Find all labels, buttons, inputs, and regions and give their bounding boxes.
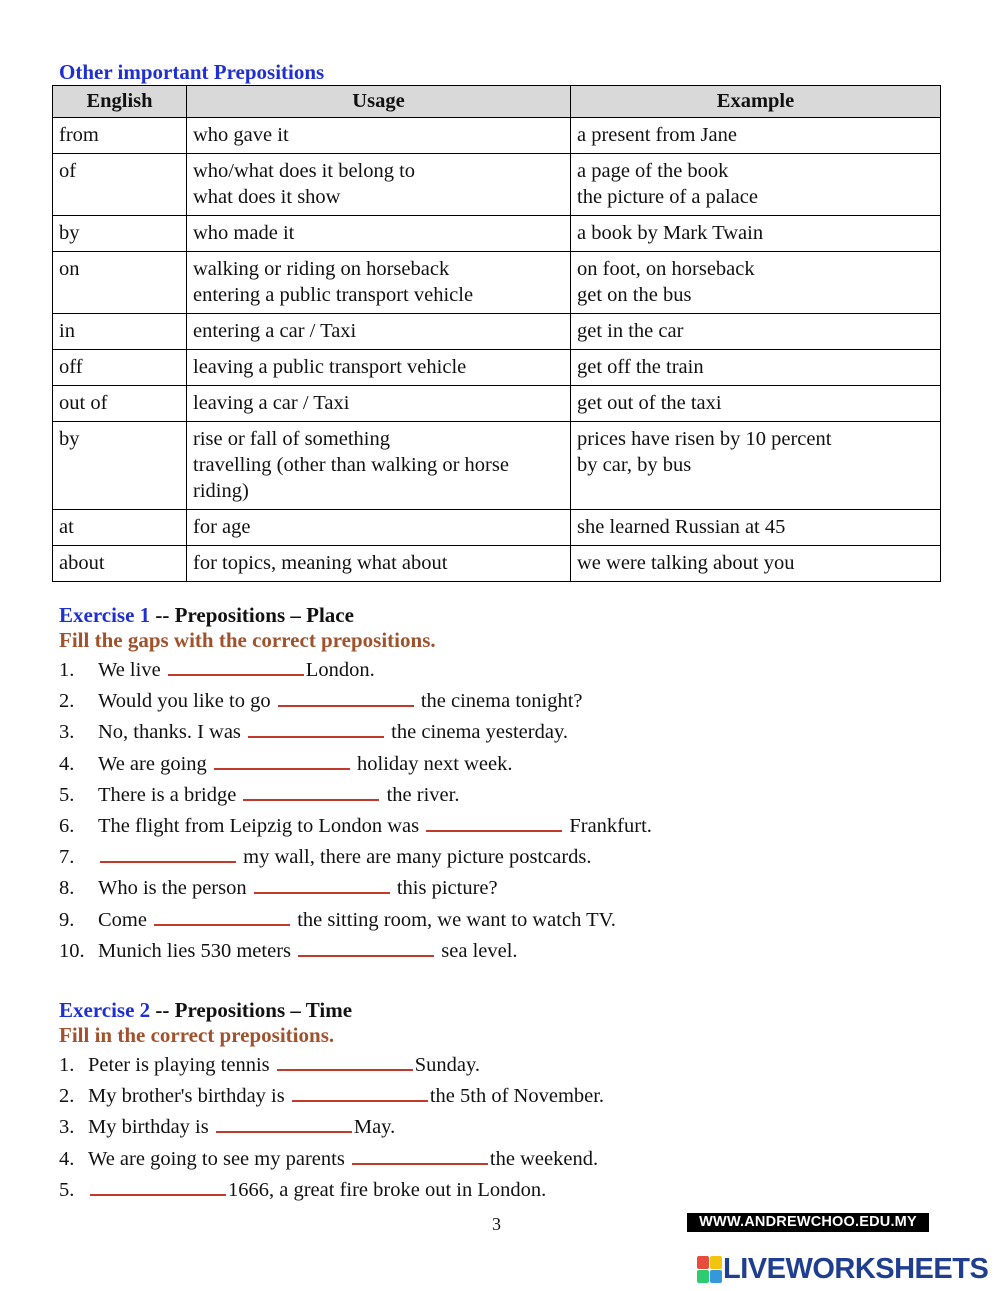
exercise-item [59,1050,604,1081]
table-row [53,154,941,216]
example-line: get in the car [577,320,684,342]
answer-gap-input[interactable] [168,656,304,676]
usage-line: what does it show [193,186,341,208]
cell-example [571,422,941,510]
cell-english: of [53,154,187,216]
item-text-before: No, thanks. I was [98,721,241,744]
item-number: 2. [59,1085,75,1108]
prepositions-table [52,85,941,582]
item-text-after: the cinema yesterday. [386,721,568,744]
cell-example [571,386,941,422]
usage-line: who gave it [193,124,289,146]
item-text-before: Would you like to go [98,690,271,713]
item-text-after: the river. [381,783,460,806]
exercise-1-heading [59,603,652,628]
cell-usage [187,154,571,216]
exercise-item [59,655,652,686]
table-row [53,314,941,350]
item-text-after: this picture? [391,877,498,900]
exercise-2-heading [59,998,604,1023]
item-text-before: Come [98,908,147,931]
item-text-after: the sitting room, we want to watch TV. [292,908,616,931]
table-row [53,118,941,154]
example-line: the picture of a palace [577,186,758,208]
item-number: 1. [59,659,75,681]
item-text-after: May. [353,1116,396,1139]
item-number: 8. [59,877,75,900]
answer-gap-input[interactable] [278,687,414,707]
exercise-item [59,717,652,748]
item-number: 3. [59,721,75,744]
usage-line: who/what does it belong to [193,160,416,182]
example-line: a page of the book [577,160,729,182]
section-title: Other important Prepositions [59,60,325,84]
item-number: 7. [59,846,75,869]
example-line: on foot, on horseback [577,258,755,280]
exercise-item [59,936,652,967]
exercise-1-list [59,655,652,967]
item-text-before: We are going [98,752,207,775]
logo-square [710,1270,722,1283]
liveworksheets-logo[interactable] [697,1253,988,1285]
answer-gap-input[interactable] [298,937,434,957]
exercise-1-instruction: Fill the gaps with the correct prepositions. [59,628,436,652]
table-row [53,386,941,422]
answer-gap-input[interactable] [352,1145,488,1165]
header-english: English [53,86,187,118]
example-line: get out of the taxi [577,392,722,414]
table-row [53,422,941,510]
cell-english: from [53,118,187,154]
logo-grid-icon [697,1256,721,1282]
cell-example [571,154,941,216]
example-line: we were talking about you [577,552,795,574]
cell-example [571,216,941,252]
item-text-after: Frankfurt. [564,814,652,837]
exercise-item [59,1081,604,1112]
item-text-before: My brother's birthday is [88,1085,285,1108]
page-number: 3 [492,1214,501,1234]
exercise-item [59,905,652,936]
item-number: 9. [59,908,75,931]
item-text-after: London. [305,659,375,681]
exercise-item [59,749,652,780]
example-line: get off the train [577,356,704,378]
cell-english: at [53,510,187,546]
cell-english: about [53,546,187,582]
usage-line: entering a car / Taxi [193,320,357,342]
usage-line: travelling (other than walking or horse riding) [193,454,509,502]
item-number: 2. [59,690,75,713]
usage-line: for age [193,516,251,538]
cell-english: by [53,422,187,510]
cell-usage [187,422,571,510]
logo-square [697,1256,709,1269]
exercise-2 [59,998,604,1206]
cell-example [571,510,941,546]
item-number: 3. [59,1116,75,1139]
header-usage: Usage [187,86,571,118]
usage-line: leaving a car / Taxi [193,392,350,414]
example-line: prices have risen by 10 percent [577,428,832,450]
item-number: 5. [59,783,75,806]
item-text-before: Who is the person [98,877,247,900]
cell-usage [187,216,571,252]
table-row [53,252,941,314]
cell-usage [187,546,571,582]
logo-square [697,1270,709,1283]
cell-example [571,118,941,154]
cell-usage [187,386,571,422]
header-example: Example [571,86,941,118]
item-text-after: the 5th of November. [429,1085,605,1108]
cell-usage [187,252,571,314]
cell-example [571,252,941,314]
item-text-after: the cinema tonight? [415,690,583,713]
usage-line: walking or riding on horseback [193,258,450,280]
exercise-2-instruction: Fill in the correct prepositions. [59,1023,335,1047]
usage-line: leaving a public transport vehicle [193,356,467,378]
usage-line: entering a public transport vehicle [193,284,474,306]
usage-line: who made it [193,222,295,244]
item-text-after: Sunday. [414,1054,481,1076]
table-row [53,350,941,386]
answer-gap-input[interactable] [216,1113,352,1133]
exercise-item [59,1144,604,1175]
exercise-item [59,811,652,842]
exercise-item [59,873,652,904]
exercise-1-title: -- Prepositions – Place [150,603,354,627]
exercise-item [59,1112,604,1143]
cell-english: by [53,216,187,252]
website-banner[interactable]: WWW.ANDREWCHOO.EDU.MY [687,1213,929,1232]
answer-gap-input[interactable] [426,812,562,832]
table-header-row [53,86,941,118]
answer-gap-input[interactable] [154,906,290,926]
item-text-before: We live [98,659,161,681]
answer-gap-input[interactable] [243,781,379,801]
exercise-item [59,686,652,717]
cell-example [571,546,941,582]
answer-gap-input[interactable] [277,1051,413,1071]
cell-english: in [53,314,187,350]
exercise-item [59,780,652,811]
item-number: 5. [59,1178,75,1201]
item-text-before: There is a bridge [98,783,237,806]
cell-usage [187,510,571,546]
cell-example [571,314,941,350]
exercise-item [59,1175,604,1206]
cell-usage [187,350,571,386]
logo-text: LIVEWORKSHEETS [723,1252,989,1285]
example-line: get on the bus [577,284,692,306]
item-number: 4. [59,752,75,775]
answer-gap-input[interactable] [292,1082,428,1102]
item-text-before: Peter is playing tennis [88,1054,270,1076]
exercise-1 [59,603,652,967]
cell-example [571,350,941,386]
item-text-after: my wall, there are many picture postcards. [238,846,592,869]
exercise-2-title: -- Prepositions – Time [150,998,353,1022]
table-row [53,216,941,252]
answer-gap-input[interactable] [248,718,384,738]
item-text-after: holiday next week. [351,752,513,775]
cell-english: out of [53,386,187,422]
cell-usage [187,118,571,154]
answer-gap-input[interactable] [254,874,390,894]
example-line: she learned Russian at 45 [577,516,786,538]
item-text-before: We are going to see my parents [88,1147,345,1170]
usage-line: rise or fall of something [193,428,390,450]
cell-usage [187,314,571,350]
cell-english: off [53,350,187,386]
item-number: 6. [59,814,75,837]
item-text-after: 1666, a great fire broke out in London. [228,1178,547,1201]
item-text-after: sea level. [436,939,518,962]
exercise-2-list [59,1050,604,1206]
exercise-2-name: Exercise 2 [59,998,151,1022]
example-line: a present from Jane [577,124,737,146]
item-number: 10. [59,939,85,962]
item-text-before: My birthday is [88,1116,209,1139]
answer-gap-input[interactable] [214,750,350,770]
answer-gap-input[interactable] [100,843,236,863]
logo-square [710,1256,722,1269]
example-line: by car, by bus [577,454,692,476]
item-text-before: The flight from Leipzig to London was [98,814,420,837]
table-row [53,546,941,582]
example-line: a book by Mark Twain [577,222,764,244]
item-text-before: Munich lies 530 meters [98,939,292,962]
table-row [53,510,941,546]
item-text-after: the weekend. [489,1147,599,1170]
usage-line: for topics, meaning what about [193,552,448,574]
exercise-item [59,842,652,873]
item-number: 1. [59,1054,75,1076]
answer-gap-input[interactable] [90,1176,226,1196]
item-number: 4. [59,1147,75,1170]
exercise-1-name: Exercise 1 [59,603,151,627]
cell-english: on [53,252,187,314]
